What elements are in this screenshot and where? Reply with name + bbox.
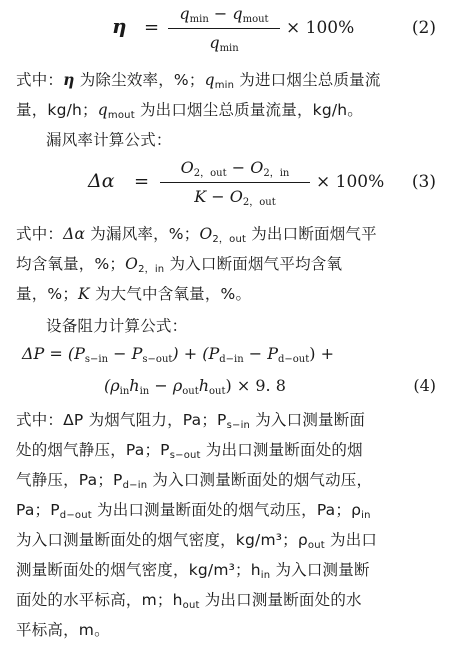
eq2-fraction bbox=[168, 4, 280, 54]
p1-line1: 式中：η 为除尘效率，%；$q_{min}$ 为进口烟尘总质量流 bbox=[16, 70, 381, 91]
equation-2 bbox=[0, 4, 454, 64]
p3-line7: 面处的水平标高，m；$h_{out}$ 为出口测量断面处的水 bbox=[16, 591, 362, 611]
p3-line6: 测量断面处的烟气密度，kg/m³；$h_{in}$ 为入口测量断 bbox=[16, 561, 370, 581]
leak-formula-heading: 漏风率计算公式： bbox=[46, 131, 172, 149]
eq3-fraction-bar bbox=[160, 182, 310, 183]
eq3-number: (3) bbox=[411, 172, 436, 192]
eq2-lhs: η bbox=[112, 14, 127, 38]
p3-line3: 气静压，Pa；$P_{d-in}$ 为入口测量断面处的烟气动压， bbox=[16, 471, 373, 491]
eq3-equals: = bbox=[134, 171, 150, 192]
eq3-fraction bbox=[160, 158, 310, 208]
eq2-times: × 100% bbox=[286, 18, 355, 38]
p2-line2: 均含氧量，%；$O_{2,in}$ 为入口断面烟气平均含氧 bbox=[16, 255, 343, 275]
p3-line8: 平标高，m。 bbox=[16, 621, 110, 639]
eq2-denominator: $q_{min}$ bbox=[209, 33, 239, 54]
equation-4-line2: $(\rho_{in}h_{in} - \rho_{out}h_{out}) \times 9$. 8 bbox=[104, 376, 286, 397]
equation-4-line1: $\Delta P = (P_{s-in} - P_{s-out}) + (P_{d-in} - P_{d-out})$ + bbox=[22, 344, 334, 365]
p3-line2: 处的烟气静压，Pa；$P_{s-out}$ 为出口测量断面处的烟 bbox=[16, 441, 363, 461]
p3-line4: Pa；$P_{d-out}$ 为出口测量断面处的烟气动压，Pa；$\rho_{in}$ bbox=[16, 501, 371, 521]
eq2-equals: = bbox=[144, 17, 160, 38]
p1-line2: 量，kg/h；$q_{mout}$ 为出口烟尘总质量流量，kg/h。 bbox=[16, 101, 364, 121]
p3-line5: 为入口测量断面处的烟气密度，kg/m³；$\rho_{out}$ 为出口 bbox=[16, 531, 378, 551]
equation-3 bbox=[0, 160, 454, 216]
eq3-times: × 100% bbox=[316, 172, 385, 192]
p3-line1: 式中：ΔP 为烟气阻力，Pa；$P_{s-in}$ 为入口测量断面 bbox=[16, 411, 366, 431]
eq3-lhs: Δα bbox=[88, 170, 115, 192]
p2-line1: 式中：Δα 为漏风率，%；$O_{2,out}$ 为出口断面烟气平 bbox=[16, 225, 377, 245]
resistance-formula-heading: 设备阻力计算公式： bbox=[46, 317, 188, 335]
eq3-denominator: $K - O_{2,out}$ bbox=[194, 187, 276, 208]
eq2-numerator: $q_{min} - q_{mout}$ bbox=[179, 4, 269, 25]
eq2-fraction-bar bbox=[168, 28, 280, 29]
eq3-numerator: $O_{2,out} - O_{2,in}$ bbox=[180, 158, 290, 179]
eq2-number: (2) bbox=[411, 18, 436, 38]
eq4-number: (4) bbox=[413, 376, 436, 395]
p2-line3: 量，%；K 为大气中含氧量，%。 bbox=[16, 285, 252, 303]
